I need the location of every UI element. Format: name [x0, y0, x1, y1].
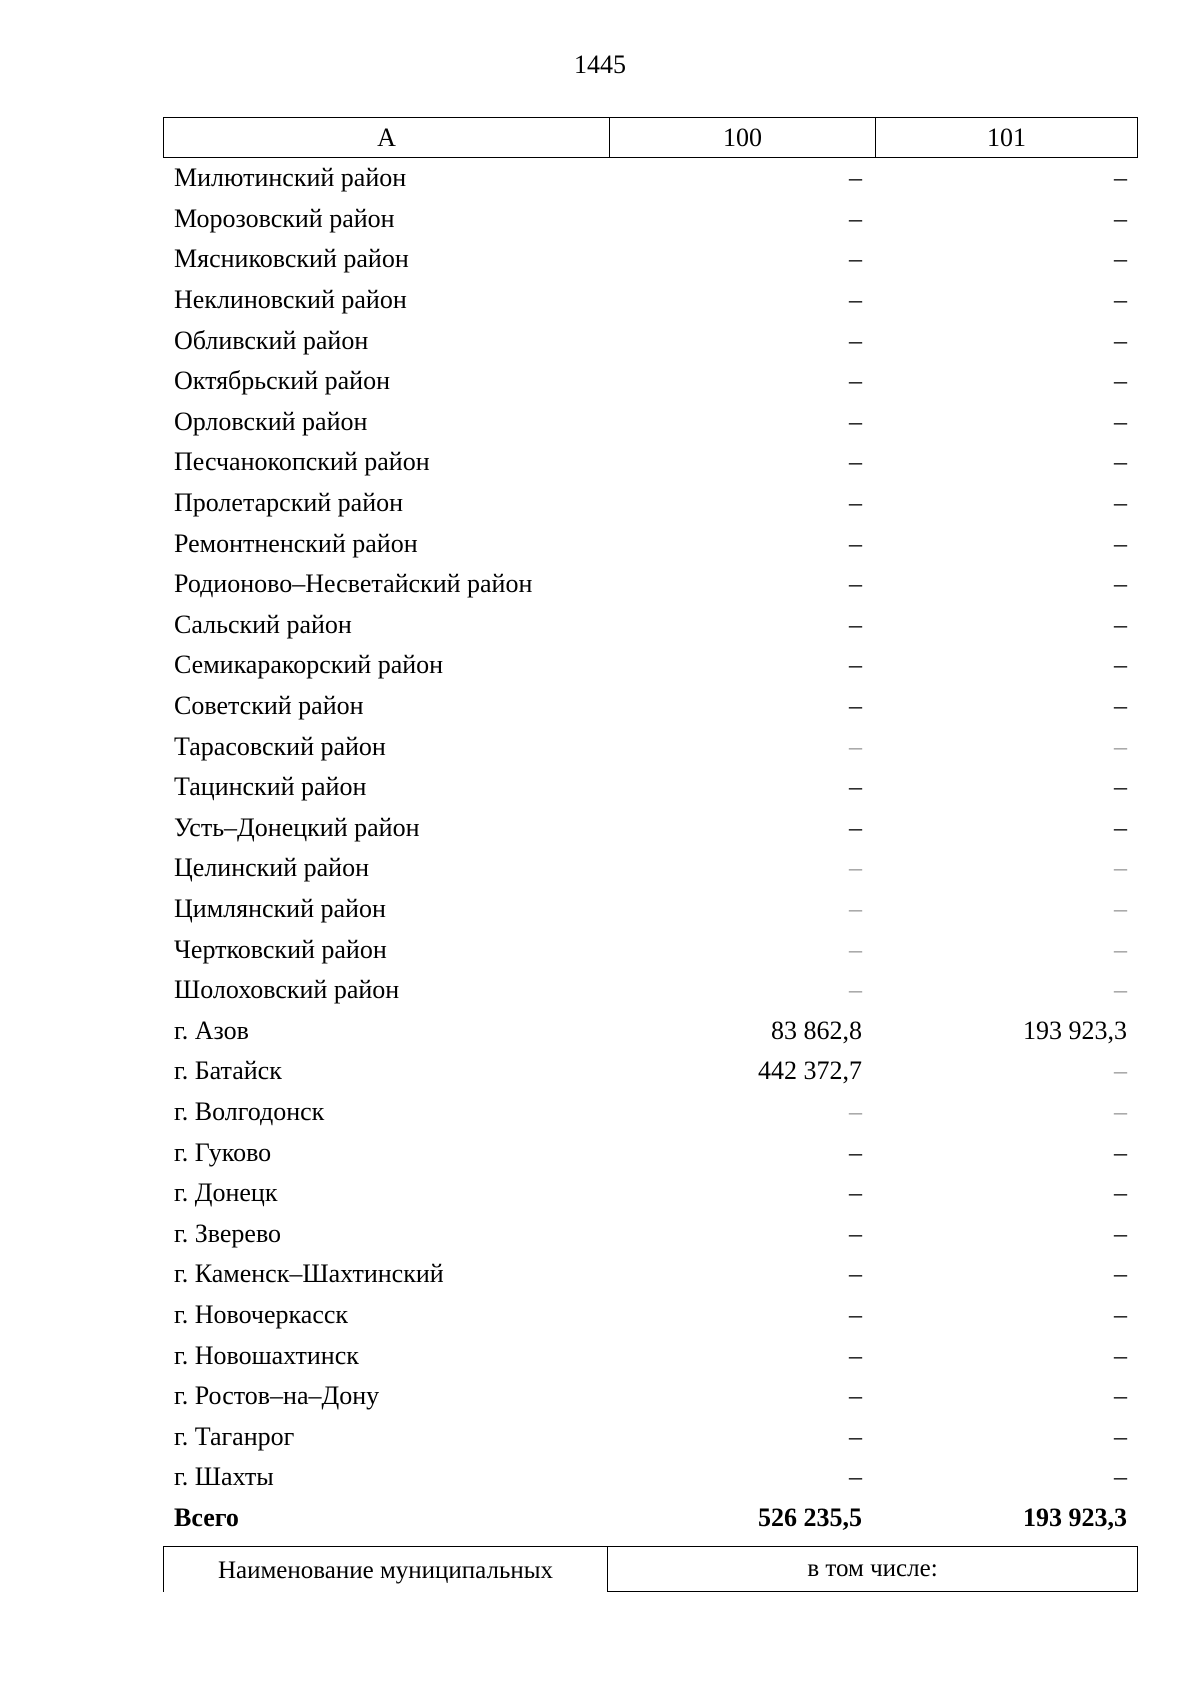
- table-body: [163, 158, 1138, 1498]
- row-name: г. Каменск–Шахтинский: [174, 1259, 444, 1289]
- row-name: г. Донецк: [174, 1178, 278, 1208]
- row-value-101: –: [1114, 1381, 1127, 1411]
- row-value-100: –: [849, 569, 862, 599]
- row-value-101: –: [1114, 488, 1127, 518]
- table-row: [163, 1254, 1138, 1295]
- row-value-100: –: [849, 609, 862, 639]
- row-value-101: –: [1114, 528, 1127, 558]
- row-value-100: –: [849, 163, 862, 193]
- row-value-101: –: [1114, 1096, 1127, 1126]
- table-row: [163, 199, 1138, 240]
- footer-col-including: в том числе:: [608, 1547, 1138, 1592]
- table-row: [163, 808, 1138, 849]
- row-value-101: –: [1114, 447, 1127, 477]
- table-row: [163, 1132, 1138, 1173]
- table-row: [163, 726, 1138, 767]
- row-name: г. Батайск: [174, 1056, 282, 1086]
- table-row: [163, 1010, 1138, 1051]
- row-value-100: –: [849, 488, 862, 518]
- table-row: [163, 1213, 1138, 1254]
- row-value-101: –: [1114, 1259, 1127, 1289]
- row-name: г. Ростов–на–Дону: [174, 1381, 380, 1411]
- table-row: [163, 1173, 1138, 1214]
- row-value-100: –: [849, 1178, 862, 1208]
- row-value-100: –: [849, 366, 862, 396]
- row-value-100: –: [849, 772, 862, 802]
- row-value-101: –: [1114, 691, 1127, 721]
- row-value-101: –: [1114, 853, 1127, 883]
- table-header: [163, 117, 1138, 158]
- table-row: [163, 402, 1138, 443]
- row-value-100: –: [849, 1381, 862, 1411]
- table-row: [163, 848, 1138, 889]
- row-value-100: –: [849, 975, 862, 1005]
- table-row: [163, 158, 1138, 199]
- row-name: Родионово–Несветайский район: [174, 569, 533, 599]
- row-value-101: –: [1114, 1056, 1127, 1086]
- row-name: Милютинский район: [174, 163, 407, 193]
- row-name: Семикаракорский район: [174, 650, 444, 680]
- row-name: г. Шахты: [174, 1462, 274, 1492]
- row-value-101: –: [1114, 366, 1127, 396]
- row-name: Октябрьский район: [174, 366, 390, 396]
- row-value-101: –: [1114, 772, 1127, 802]
- row-value-100: –: [849, 691, 862, 721]
- table-row: [163, 1335, 1138, 1376]
- row-value-100: –: [849, 853, 862, 883]
- row-value-101: –: [1114, 1462, 1127, 1492]
- row-value-101: –: [1114, 975, 1127, 1005]
- total-value-101: 193 923,3: [1023, 1502, 1127, 1532]
- row-value-100: –: [849, 244, 862, 274]
- row-value-100: –: [849, 893, 862, 923]
- row-value-100: –: [849, 1421, 862, 1451]
- row-name: Сальский район: [174, 609, 352, 639]
- table-row: [163, 767, 1138, 808]
- total-label: Всего: [174, 1502, 239, 1532]
- table-row: [163, 1051, 1138, 1092]
- table-row: [163, 645, 1138, 686]
- row-value-100: –: [849, 1259, 862, 1289]
- row-value-101: –: [1114, 163, 1127, 193]
- row-value-100: –: [849, 1137, 862, 1167]
- row-value-100: 83 862,8: [771, 1015, 862, 1045]
- row-name: Обливский район: [174, 325, 369, 355]
- table-row: [163, 686, 1138, 727]
- row-value-100: –: [849, 325, 862, 355]
- table-row: [163, 361, 1138, 402]
- row-name: Советский район: [174, 691, 364, 721]
- table-row: [163, 523, 1138, 564]
- row-name: г. Новочеркасск: [174, 1299, 349, 1329]
- row-name: г. Гуково: [174, 1137, 272, 1167]
- row-value-101: –: [1114, 1218, 1127, 1248]
- row-value-101: –: [1114, 934, 1127, 964]
- table-row: [163, 929, 1138, 970]
- row-value-101: –: [1114, 609, 1127, 639]
- data-table: [163, 117, 1138, 1538]
- row-name: Орловский район: [174, 406, 368, 436]
- row-value-101: –: [1114, 1299, 1127, 1329]
- table-row: [163, 564, 1138, 605]
- row-value-100: –: [849, 812, 862, 842]
- table-row: [163, 1376, 1138, 1417]
- row-value-101: –: [1114, 203, 1127, 233]
- row-name: г. Зверево: [174, 1218, 282, 1248]
- table-row: [163, 320, 1138, 361]
- table-row: [163, 1416, 1138, 1457]
- row-value-100: –: [849, 1299, 862, 1329]
- row-value-100: 442 372,7: [758, 1056, 862, 1086]
- row-value-101: –: [1114, 569, 1127, 599]
- row-value-101: –: [1114, 650, 1127, 680]
- header-col-101: 101: [987, 123, 1026, 152]
- row-name: г. Азов: [174, 1015, 249, 1045]
- row-name: Целинский район: [174, 853, 369, 883]
- row-value-100: –: [849, 650, 862, 680]
- footer-col-name: Наименование муниципальных: [163, 1547, 608, 1592]
- row-value-100: –: [849, 406, 862, 436]
- row-value-100: –: [849, 1218, 862, 1248]
- row-name: Шолоховский район: [174, 975, 400, 1005]
- total-row: [163, 1498, 1138, 1539]
- row-name: Усть–Донецкий район: [174, 812, 420, 842]
- row-name: Песчанокопский район: [174, 447, 430, 477]
- row-name: Цимлянский район: [174, 893, 386, 923]
- row-value-101: –: [1114, 1137, 1127, 1167]
- table-row: [163, 442, 1138, 483]
- row-name: Ремонтненский район: [174, 528, 418, 558]
- row-value-100: –: [849, 731, 862, 761]
- table-row: [163, 970, 1138, 1011]
- row-value-101: –: [1114, 406, 1127, 436]
- row-value-100: –: [849, 1462, 862, 1492]
- row-value-100: –: [849, 934, 862, 964]
- table-row: [163, 239, 1138, 280]
- table-row: [163, 483, 1138, 524]
- table-row: [163, 889, 1138, 930]
- row-value-101: –: [1114, 244, 1127, 274]
- page-number: 1445: [574, 50, 626, 79]
- row-value-100: –: [849, 203, 862, 233]
- row-value-101: –: [1114, 812, 1127, 842]
- row-value-101: –: [1114, 1178, 1127, 1208]
- row-name: Мясниковский район: [174, 244, 409, 274]
- next-table-header: [163, 1546, 1138, 1592]
- row-name: г. Новошахтинск: [174, 1340, 359, 1370]
- row-value-100: –: [849, 285, 862, 315]
- row-value-101: –: [1114, 893, 1127, 923]
- total-value-100: 526 235,5: [758, 1502, 862, 1532]
- row-name: Неклиновский район: [174, 285, 407, 315]
- table-row: [163, 605, 1138, 646]
- header-col-100: 100: [610, 118, 876, 157]
- row-name: Пролетарский район: [174, 488, 404, 518]
- table-row: [163, 1092, 1138, 1133]
- row-value-101: –: [1114, 1340, 1127, 1370]
- table-row: [163, 1457, 1138, 1498]
- row-name: г. Таганрог: [174, 1421, 295, 1451]
- row-value-101: 193 923,3: [1023, 1015, 1127, 1045]
- row-name: Чертковский район: [174, 934, 387, 964]
- row-value-101: –: [1114, 285, 1127, 315]
- row-name: г. Волгодонск: [174, 1096, 325, 1126]
- row-name: Тацинский район: [174, 772, 367, 802]
- row-value-101: –: [1114, 731, 1127, 761]
- row-value-100: –: [849, 528, 862, 558]
- table-row: [163, 1295, 1138, 1336]
- table-row: [163, 280, 1138, 321]
- row-value-101: –: [1114, 325, 1127, 355]
- header-col-a: А: [164, 118, 610, 157]
- row-value-100: –: [849, 447, 862, 477]
- row-value-101: –: [1114, 1421, 1127, 1451]
- row-name: Тарасовский район: [174, 731, 386, 761]
- row-name: Морозовский район: [174, 203, 395, 233]
- row-value-100: –: [849, 1340, 862, 1370]
- row-value-100: –: [849, 1096, 862, 1126]
